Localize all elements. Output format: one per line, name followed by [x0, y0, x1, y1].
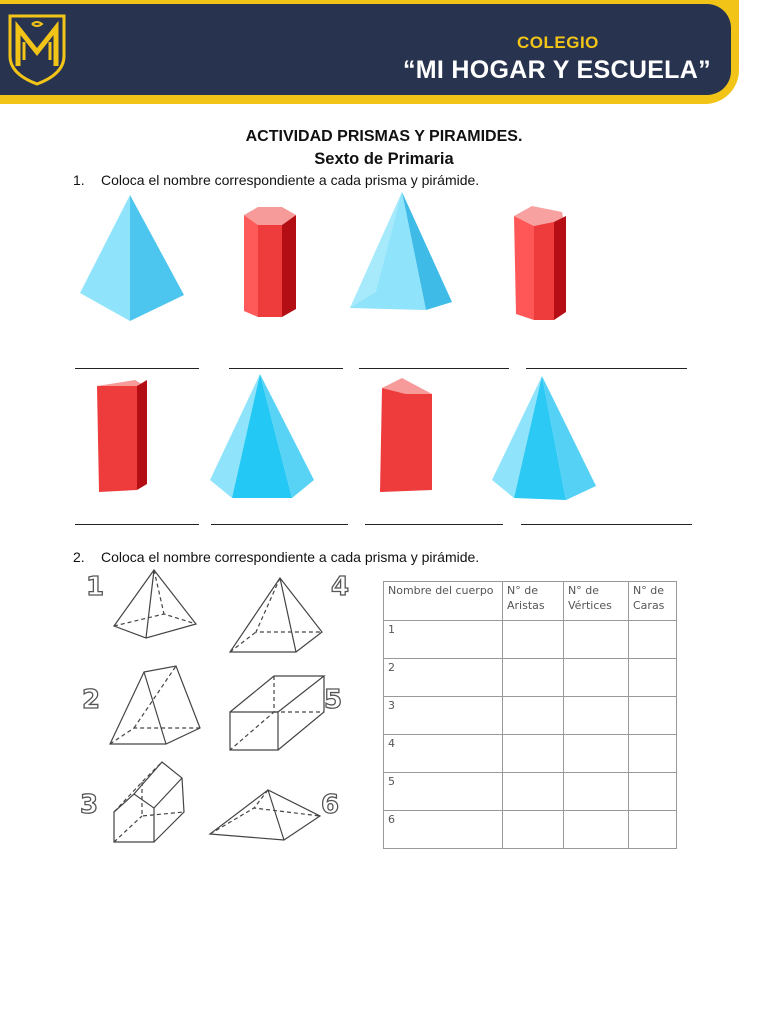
table-cell[interactable]	[564, 621, 629, 659]
worksheet-subtitle: Sexto de Primaria	[314, 150, 454, 168]
square-pyramid-figure	[346, 190, 456, 314]
pentagonal-prism-wireframe	[108, 758, 190, 846]
answer-line[interactable]	[75, 524, 199, 525]
table-row	[384, 621, 677, 659]
row-number: 2	[384, 659, 503, 697]
table-cell[interactable]	[503, 659, 564, 697]
figure-label: 3	[80, 790, 99, 820]
table-cell[interactable]	[564, 735, 629, 773]
figure-label: 1	[86, 572, 105, 602]
table-cell[interactable]	[503, 811, 564, 849]
question-2-number: 2.	[73, 549, 85, 565]
table-cell[interactable]	[629, 735, 677, 773]
solids-table	[383, 581, 677, 849]
table-cell[interactable]	[564, 773, 629, 811]
question-2	[73, 549, 479, 565]
table-row	[384, 697, 677, 735]
answer-line[interactable]	[75, 368, 199, 369]
header-banner	[0, 4, 731, 95]
school-crest-icon	[6, 12, 68, 88]
college-name: “MI HOGAR Y ESCUELA”	[403, 56, 711, 84]
figure-label: 4	[331, 572, 350, 602]
table-cell[interactable]	[503, 773, 564, 811]
rectangular-prism-wireframe	[226, 672, 330, 752]
table-row	[384, 811, 677, 849]
table-cell[interactable]	[629, 659, 677, 697]
figure-label: 5	[324, 685, 343, 715]
table-row	[384, 659, 677, 697]
square-pyramid-figure	[78, 193, 188, 325]
table-row	[384, 773, 677, 811]
square-pyramid-wireframe	[226, 576, 326, 656]
table-cell[interactable]	[564, 697, 629, 735]
answer-line[interactable]	[365, 524, 503, 525]
question-1	[73, 172, 479, 188]
answer-line[interactable]	[211, 524, 348, 525]
column-header: N° de Aristas	[503, 582, 564, 621]
square-prism-figure	[93, 378, 153, 494]
table-cell[interactable]	[503, 621, 564, 659]
answer-line[interactable]	[229, 368, 343, 369]
table-cell[interactable]	[564, 659, 629, 697]
college-label: COLEGIO	[517, 33, 599, 52]
figure-label: 2	[82, 685, 101, 715]
column-header: Nombre del cuerpo	[384, 582, 503, 621]
table-cell[interactable]	[629, 773, 677, 811]
row-number: 4	[384, 735, 503, 773]
answer-line[interactable]	[359, 368, 509, 369]
table-cell[interactable]	[629, 621, 677, 659]
table-row	[384, 735, 677, 773]
answer-line[interactable]	[521, 524, 692, 525]
hexagonal-prism-figure	[238, 203, 300, 321]
question-1-number: 1.	[73, 172, 85, 188]
table-cell[interactable]	[564, 811, 629, 849]
question-1-text: Coloca el nombre correspondiente a cada prisma y pirámide.	[101, 172, 480, 188]
row-number: 1	[384, 621, 503, 659]
row-number: 3	[384, 697, 503, 735]
table-cell[interactable]	[629, 697, 677, 735]
question-2-text: Coloca el nombre correspondiente a cada prisma y pirámide.	[101, 549, 480, 565]
table-cell[interactable]	[503, 735, 564, 773]
worksheet-title: ACTIVIDAD PRISMAS Y PIRAMIDES.	[245, 128, 523, 145]
pentagonal-pyramid-figure	[490, 374, 600, 502]
rectangular-pyramid-wireframe	[206, 786, 324, 844]
table-header-row	[384, 582, 677, 621]
triangular-prism-figure	[376, 376, 436, 494]
square-pyramid-wireframe	[110, 568, 200, 642]
row-number: 5	[384, 773, 503, 811]
figure-label: 6	[321, 790, 340, 820]
answer-line[interactable]	[526, 368, 687, 369]
table-cell[interactable]	[629, 811, 677, 849]
column-header: N° de Vértices	[564, 582, 629, 621]
hexagonal-pyramid-figure	[204, 372, 318, 502]
table-cell[interactable]	[503, 697, 564, 735]
pentagonal-prism-figure	[510, 204, 572, 322]
row-number: 6	[384, 811, 503, 849]
column-header: N° de Caras	[629, 582, 677, 621]
triangular-prism-wireframe	[106, 664, 202, 750]
